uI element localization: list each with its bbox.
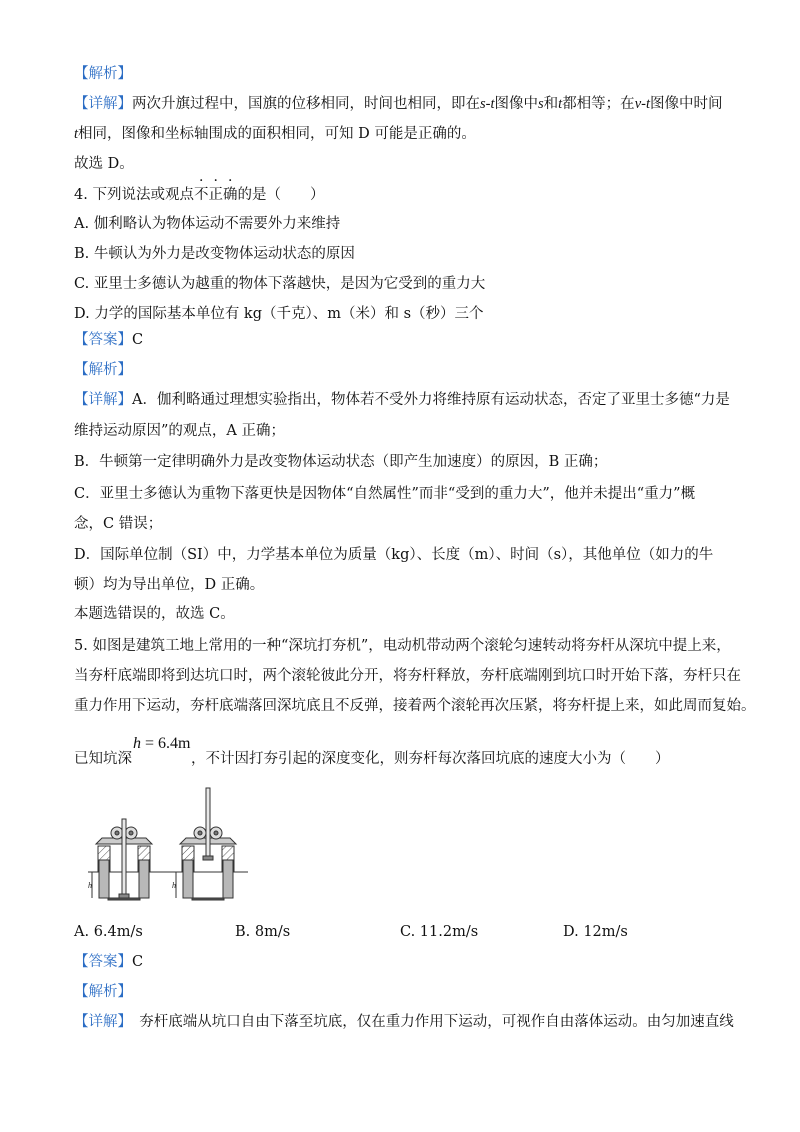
q5-option-c: C. 11.2m/s — [400, 924, 479, 940]
q4-xiangjie-line-2: 维持运动原因”的观点，A 正确； — [74, 423, 285, 439]
q4-xiangjie-line-4: C．亚里士多德认为重物下落更快是因物体“自然属性”而非“受到的重力大”，他并未提出“重力”概 — [74, 486, 696, 502]
q5-jiexi-tag: 【解析】 — [74, 984, 132, 1000]
q5-stem-line-4-prefix: 已知坑深 — [74, 751, 132, 767]
q4-xiangjie-line-5: 念，C 错误； — [74, 516, 163, 532]
q5-xiangjie-line-1: 【详解】 夯杆底端从坑口自由下落至坑底，仅在重力作用下运动，可视作自由落体运动。由匀加速直线 — [74, 1014, 734, 1030]
q4-xiangjie-line-6: D．国际单位制（SI）中，力学基本单位为质量（kg）、长度（m）、时间（s），其他单位（如力的牛 — [74, 547, 714, 563]
q3-xiangjie-line-2: t相同，图像和坐标轴围成的面积相同，可知 D 可能是正确的。 — [74, 126, 476, 142]
q5-option-a: A. 6.4m/s — [74, 924, 143, 940]
q5-option-d: D. 12m/s — [563, 924, 628, 940]
q5-stem-line-1: 5. 如图是建筑工地上常用的一种“深坑打夯机”，电动机带动两个滚轮匀速转动将夯杆从深坑中提上来， — [74, 638, 731, 654]
tamping-machine-diagram — [88, 786, 248, 902]
q3-xiangjie-line-1: 【详解】两次升旗过程中，国旗的位移相同，时间也相同，即在s-t图像中s和t都相等；在v-t图像中时间 — [74, 96, 723, 112]
q5-depth-formula: h = 6.4m — [133, 735, 191, 752]
q4-answer: 【答案】C — [74, 332, 144, 348]
q5-answer: 【答案】C — [74, 954, 144, 970]
q4-xiangjie-line-7: 顿）均为导出单位，D 正确。 — [74, 577, 265, 593]
q4-stem: 4. 下列说法或观点不正确的是（ ） — [74, 187, 325, 203]
q4-option-c: C. 亚里士多德认为越重的物体下落越快，是因为它受到的重力大 — [74, 276, 486, 292]
q4-option-b: B. 牛顿认为外力是改变物体运动状态的原因 — [74, 246, 355, 262]
q4-conclusion: 本题选错误的，故选 C。 — [74, 606, 235, 622]
q4-xiangjie-line-1: 【详解】A．伽利略通过理想实验指出，物体若不受外力将维持原有运动状态，否定了亚里士多德“力是 — [74, 392, 730, 408]
q4-option-d: D. 力学的国际基本单位有 kg（千克）、m（米）和 s（秒）三个 — [74, 306, 484, 322]
q4-option-a: A. 伽利略认为物体运动不需要外力来维持 — [74, 216, 341, 232]
q5-stem-line-2: 当夯杆底端即将到达坑口时，两个滚轮彼此分开，将夯杆释放，夯杆底端刚到坑口时开始下落，夯杆只在 — [74, 668, 741, 684]
q5-stem-line-4-suffix: ，不计因打夯引起的深度变化，则夯杆每次落回坑底的速度大小为（ ） — [191, 751, 670, 767]
tamping-machine-figure — [88, 786, 248, 906]
figure-label-h-1: h — [88, 881, 92, 890]
figure-label-h-2: h — [172, 881, 176, 890]
q3-jiexi-tag: 【解析】 — [74, 66, 132, 82]
q5-option-b: B. 8m/s — [235, 924, 291, 940]
q4-xiangjie-line-3: B．牛顿第一定律明确外力是改变物体运动状态（即产生加速度）的原因，B 正确； — [74, 454, 608, 470]
q3-conclusion: 故选 D。 — [74, 156, 134, 172]
q4-jiexi-tag: 【解析】 — [74, 362, 132, 378]
q5-stem-line-3: 重力作用下运动，夯杆底端落回深坑底且不反弹，接着两个滚轮再次压紧，将夯杆提上来，如此周而复始。 — [74, 698, 756, 714]
